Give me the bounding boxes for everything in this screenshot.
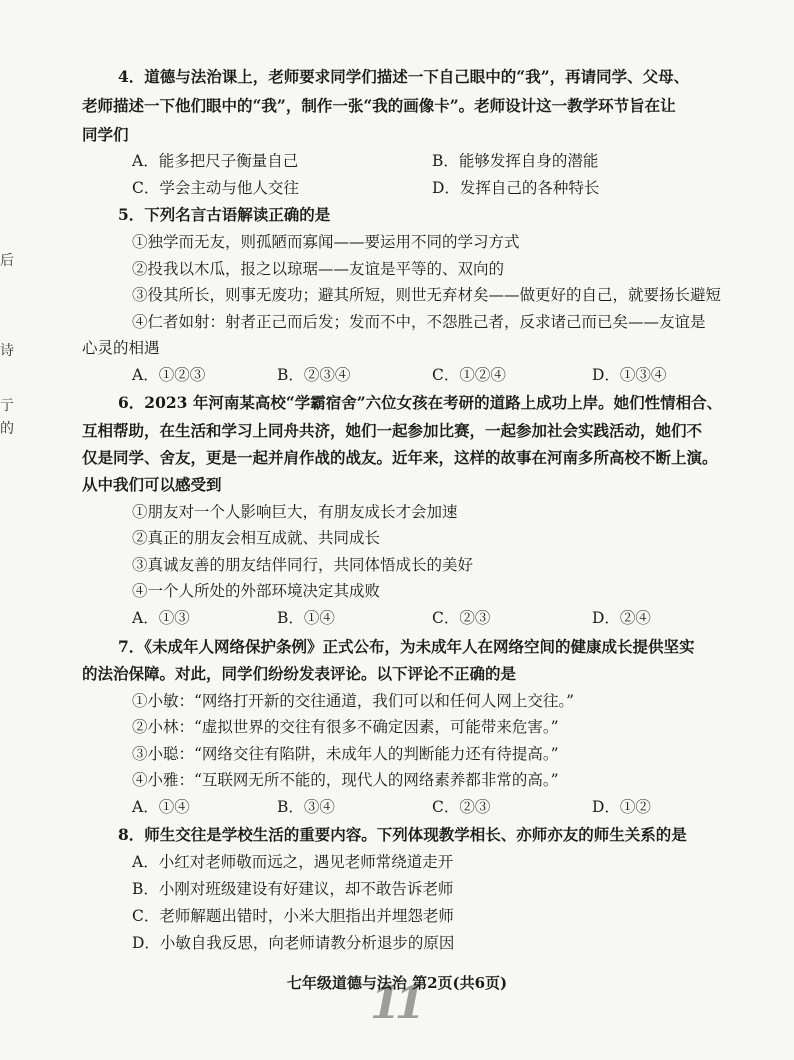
margin-mark: 后 [0, 253, 14, 269]
option-c: C．学会主动与他人交往 [132, 179, 299, 197]
page-footer: 七年级道德与法治 第2页(共6页) [286, 974, 508, 992]
margin-mark: 诗 [0, 343, 14, 359]
question-stem-line: 的法治保障。对此，同学们纷纷发表评论。以下评论不正确的是 [82, 664, 517, 683]
option-b: B．能够发挥自身的潜能 [432, 152, 599, 170]
statement-item: ①小敏：“网络打开新的交往通道，我们可以和任何人网上交往。” [132, 692, 575, 710]
option-b: B．②③④ [277, 366, 351, 384]
statement-item: ②真正的朋友会相互成就、共同成长 [132, 529, 381, 547]
option-d: D．①③④ [592, 366, 667, 384]
option-d: D．①② [592, 798, 651, 816]
option-a: A．能多把尺子衡量自己 [132, 152, 299, 170]
statement-item: ①朋友对一个人影响巨大，有朋友成长才会加速 [132, 503, 458, 521]
page-stamp: 11 [370, 978, 420, 1029]
option-c: C．②③ [432, 798, 491, 816]
option-a: A．①③ [132, 609, 190, 627]
option-d: D．发挥自己的各种特长 [432, 179, 600, 197]
option-d: D．小敏自我反思，向老师请教分析退步的原因 [132, 934, 455, 952]
option-a: A．①②③ [132, 366, 206, 384]
option-c: C．老师解题出错时，小米大胆指出并埋怨老师 [132, 907, 454, 925]
margin-mark: 的 [0, 421, 14, 437]
statement-item: ③真诚友善的朋友结伴同行，共同体悟成长的美好 [132, 556, 474, 574]
option-c: C．②③ [432, 609, 491, 627]
question-stem-line: 从中我们可以感受到 [82, 475, 222, 494]
option-b: B．①④ [277, 609, 335, 627]
statement-item: ④仁者如射：射者正己而后发；发而不中，不怨胜己者，反求诸己而已矣——友谊是 [132, 313, 706, 331]
question-stem-line: 8．师生交往是学校生活的重要内容。下列体现教学相长、亦师亦友的师生关系的是 [118, 825, 687, 844]
statement-item: ④一个人所处的外部环境决定其成败 [132, 582, 381, 600]
question-stem-line: 互相帮助，在生活和学习上同舟共济，她们一起参加比赛，一起参加社会实践活动，她们不 [82, 421, 703, 440]
margin-mark: 亍 [0, 398, 14, 414]
option-a: A．小红对老师敬而远之，遇见老师常绕道走开 [132, 853, 454, 871]
question-stem-line: 仅是同学、舍友，更是一起并肩作战的战友。近年来，这样的故事在河南多所高校不断上演。 [82, 448, 718, 467]
statement-item-continued: 心灵的相遇 [82, 339, 160, 357]
option-b: B．③④ [277, 798, 335, 816]
statement-item: ②小林：“虚拟世界的交往有很多不确定因素，可能带来危害。” [132, 718, 559, 736]
statement-item: ③小聪：“网络交往有陷阱，未成年人的判断能力还有待提高。” [132, 745, 559, 763]
statement-item: ①独学而无友，则孤陋而寡闻——要运用不同的学习方式 [132, 233, 520, 251]
question-stem-line: 6．2023 年河南某高校“学霸宿舍”六位女孩在考研的道路上成功上岸。她们性情相合、 [118, 393, 723, 412]
question-stem-line: 7．《未成年人网络保护条例》正式公布，为未成年人在网络空间的健康成长提供坚实 [118, 637, 695, 656]
statement-item: ④小雅：“互联网无所不能的，现代人的网络素养都非常的高。” [132, 771, 559, 789]
question-stem-line: 老师描述一下他们眼中的“我”，制作一张“我的画像卡”。老师设计这一教学环节旨在让 [82, 96, 676, 115]
statement-item: ②投我以木瓜，报之以琼琚——友谊是平等的、双向的 [132, 260, 505, 278]
question-stem-line: 5．下列名言古语解读正确的是 [118, 205, 331, 224]
statement-item: ③役其所长，则事无废功；避其所短，则世无弃材矣——做更好的自己，就要扬长避短 [132, 286, 722, 304]
option-b: B．小刚对班级建设有好建议，却不敢告诉老师 [132, 880, 454, 898]
option-c: C．①②④ [432, 366, 506, 384]
question-stem-line: 同学们 [82, 125, 129, 144]
option-d: D．②④ [592, 609, 651, 627]
question-stem-line: 4．道德与法治课上，老师要求同学们描述一下自己眼中的“我”，再请同学、父母、 [118, 67, 690, 86]
option-a: A．①④ [132, 798, 190, 816]
